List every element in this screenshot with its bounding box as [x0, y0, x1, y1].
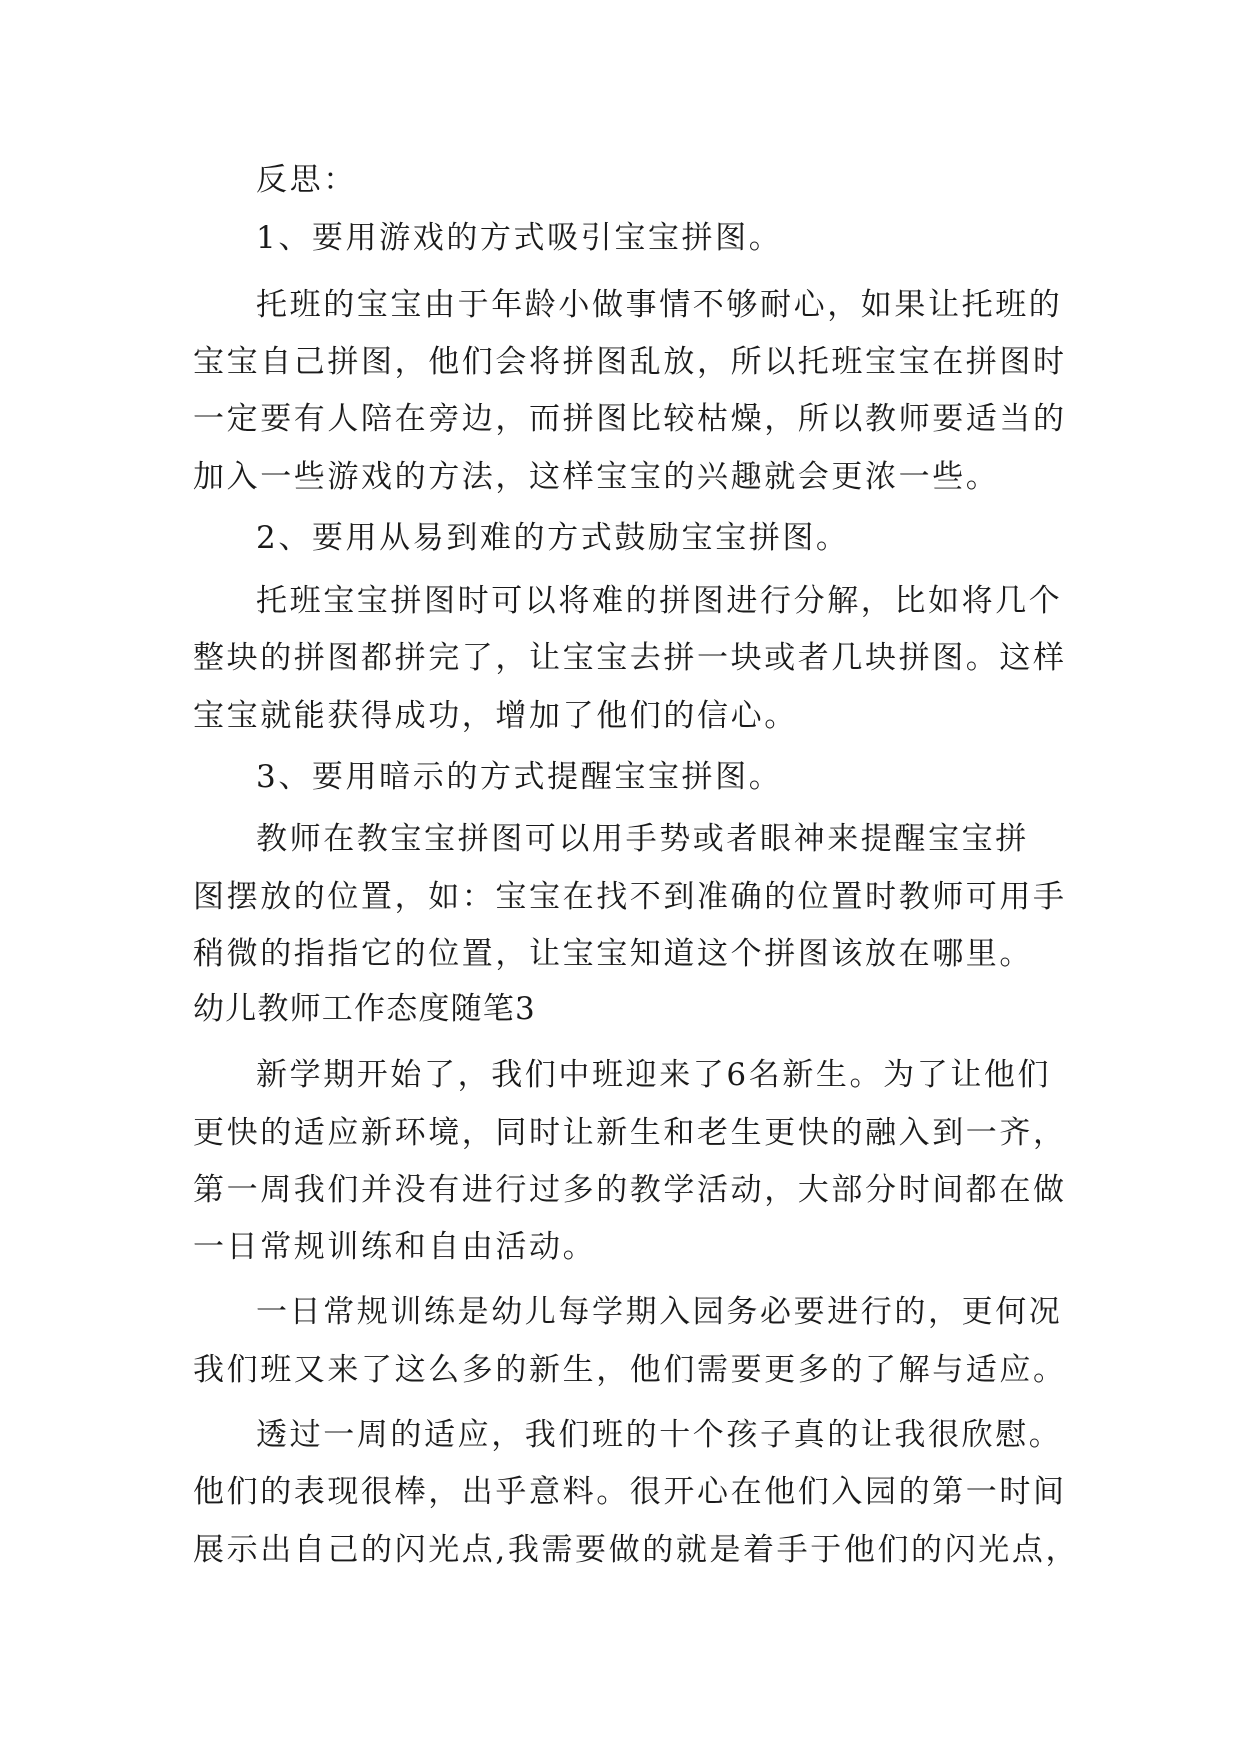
point-1-heading: 1、要用游戏的方式吸引宝宝拼图。: [256, 220, 783, 256]
paragraph-line: 新学期开始了，我们中班迎来了6名新生。为了让他们: [256, 1057, 1052, 1093]
paragraph-line: 加入一些游戏的方法，这样宝宝的兴趣就会更浓一些。: [193, 459, 1000, 495]
paragraph-line: 整块的拼图都拼完了，让宝宝去拼一块或者几块拼图。这样: [193, 640, 1067, 676]
point-2-heading: 2、要用从易到难的方式鼓励宝宝拼图。: [256, 520, 850, 556]
paragraph-line: 我们班又来了这么多的新生，他们需要更多的了解与适应。: [193, 1352, 1067, 1388]
paragraph-line: 托班宝宝拼图时可以将难的拼图进行分解，比如将几个: [256, 583, 1063, 619]
paragraph-line: 一定要有人陪在旁边，而拼图比较枯燥，所以教师要适当的: [193, 401, 1067, 437]
paragraph-line: 更快的适应新环境，同时让新生和老生更快的融入到一齐，: [193, 1115, 1067, 1151]
paragraph-line: 宝宝自己拼图，他们会将拼图乱放，所以托班宝宝在拼图时: [193, 344, 1067, 380]
section-title: 幼儿教师工作态度随笔3: [193, 991, 536, 1027]
point-3-heading: 3、要用暗示的方式提醒宝宝拼图。: [256, 759, 783, 795]
paragraph-line: 托班的宝宝由于年龄小做事情不够耐心，如果让托班的: [256, 287, 1063, 323]
paragraph-line: 一日常规训练是幼儿每学期入园务必要进行的，更何况: [256, 1294, 1063, 1330]
paragraph-line: 稍微的指指它的位置，让宝宝知道这个拼图该放在哪里。: [193, 936, 1033, 972]
paragraph-line: 第一周我们并没有进行过多的教学活动，大部分时间都在做: [193, 1172, 1067, 1208]
paragraph-line: 图摆放的位置，如：宝宝在找不到准确的位置时教师可用手: [193, 879, 1067, 915]
paragraph-line: 一日常规训练和自由活动。: [193, 1229, 597, 1265]
paragraph-line: 教师在教宝宝拼图可以用手势或者眼神来提醒宝宝拼: [256, 821, 1029, 857]
paragraph-line: 他们的表现很棒，出乎意料。很开心在他们入园的第一时间: [193, 1474, 1067, 1510]
reflection-heading: 反思：: [256, 162, 357, 198]
paragraph-line: 宝宝就能获得成功，增加了他们的信心。: [193, 698, 798, 734]
paragraph-line: 透过一周的适应，我们班的十个孩子真的让我很欣慰。: [256, 1417, 1063, 1453]
paragraph-line: 展示出自己的闪光点,我需要做的就是着手于他们的闪光点，: [193, 1532, 1080, 1568]
